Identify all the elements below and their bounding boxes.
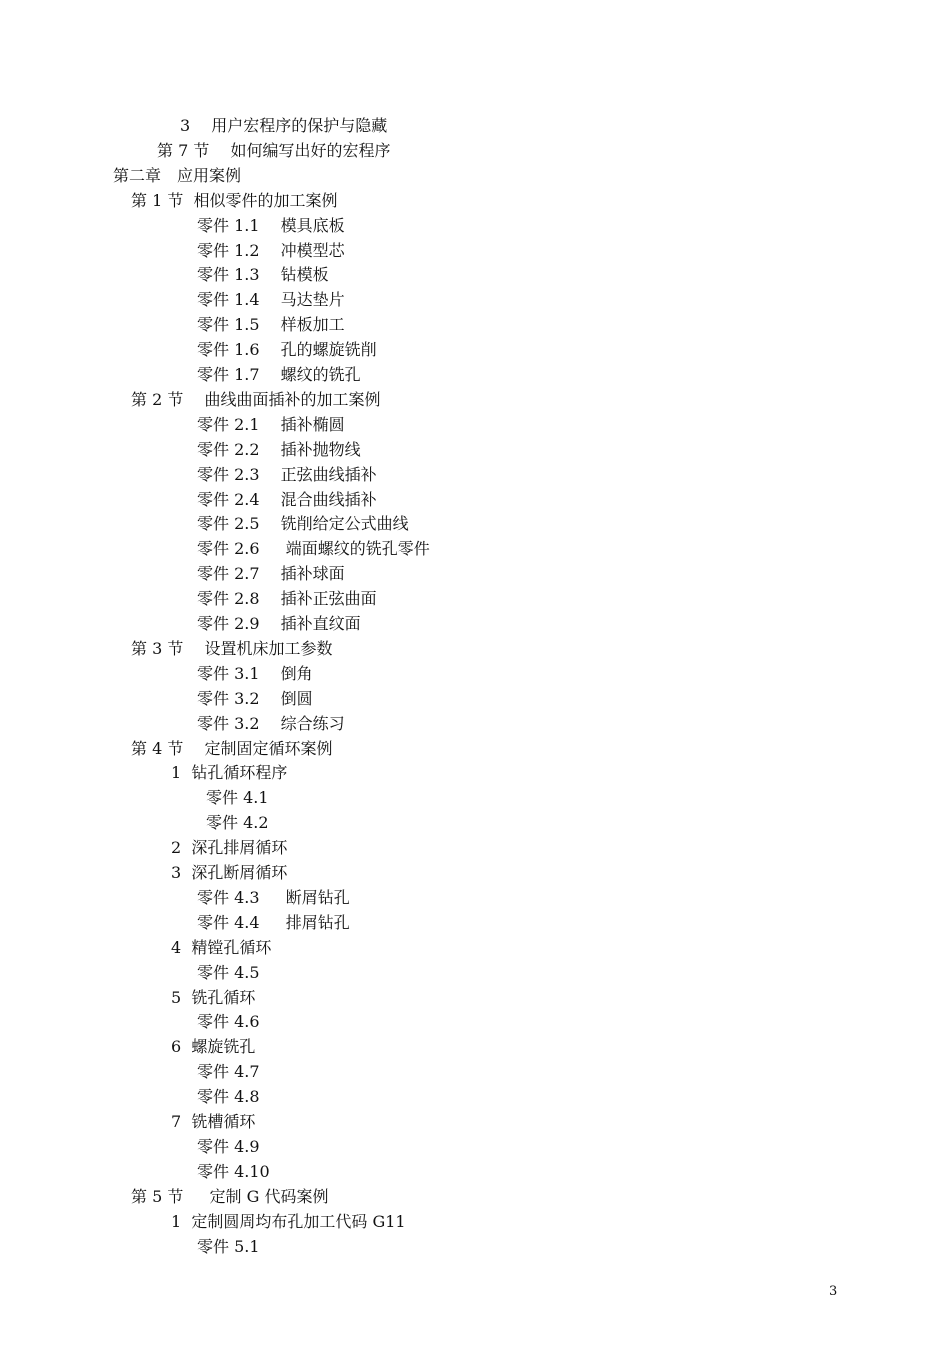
toc-entry: 零件 2.9 插补直纹面 [197,614,361,633]
toc-entry: 5 铣孔循环 [171,987,256,1007]
toc-entry: 零件 4.5 [197,962,260,982]
toc-entry: 第 5 节 定制 G 代码案例 [131,1186,329,1206]
toc-entry: 6 螺旋铣孔 [171,1037,256,1057]
toc-entry: 零件 4.9 [197,1136,260,1156]
toc-entry: 零件 4.2 [206,813,269,833]
toc-entry: 零件 1.2 冲模型芯 [197,240,345,260]
toc-entry: 零件 1.5 样板加工 [197,315,345,335]
toc-entry: 零件 2.6 端面螺纹的铣孔零件 [197,539,430,559]
toc-entry: 7 铣槽循环 [171,1112,256,1131]
toc-entry: 零件 4.10 [197,1161,270,1181]
toc-entry: 零件 1.6 孔的螺旋铣削 [197,340,377,360]
toc-entry: 零件 4.4 排屑钻孔 [197,912,350,932]
toc-entry: 2 深孔排屑循环 [171,838,288,858]
toc-entry: 第 7 节 如何编写出好的宏程序 [157,140,391,160]
toc-entry: 第 3 节 设置机床加工参数 [131,638,333,658]
toc-entry: 第 4 节 定制固定循环案例 [131,738,333,758]
toc-entry: 零件 2.7 插补球面 [197,564,345,584]
toc-entry: 零件 1.4 马达垫片 [197,290,345,310]
toc-entry: 零件 4.8 [197,1087,260,1107]
toc-entry: 零件 3.2 倒圆 [197,688,313,708]
toc-entry: 零件 5.1 [197,1236,260,1256]
toc-entry: 1 定制圆周均布孔加工代码 G11 [171,1211,406,1231]
toc-entry: 零件 2.3 正弦曲线插补 [197,464,377,484]
toc-entry: 零件 4.6 [197,1012,260,1032]
toc-entry: 第二章 应用案例 [113,165,242,185]
toc-entry: 零件 1.3 钻模板 [197,265,329,285]
toc-entry: 第 2 节 曲线曲面插补的加工案例 [131,389,381,409]
toc-entry: 零件 4.3 断屑钻孔 [197,887,350,907]
toc-entry: 零件 4.1 [206,788,269,808]
toc-entry: 3 用户宏程序的保护与隐藏 [180,116,388,135]
toc-entry: 零件 2.4 混合曲线插补 [197,489,377,509]
toc-entry: 3 深孔断屑循环 [171,863,288,882]
toc-entry: 零件 2.8 插补正弦曲面 [197,589,377,609]
toc-entry: 1 钻孔循环程序 [171,763,288,783]
toc-entry: 零件 4.7 [197,1062,260,1082]
toc-entry: 零件 2.1 插补椭圆 [197,414,345,434]
toc-entry: 零件 3.2 综合练习 [197,713,345,733]
toc-entry: 零件 1.7 螺纹的铣孔 [197,365,361,384]
toc-entry: 第 1 节 相似零件的加工案例 [131,190,338,210]
toc-entry: 零件 2.5 铣削给定公式曲线 [197,514,409,534]
toc-entry: 零件 2.2 插补抛物线 [197,439,361,459]
toc-entry: 4 精镗孔循环 [171,937,272,957]
toc-entry: 零件 3.1 倒角 [197,663,313,683]
toc-entry: 零件 1.1 模具底板 [197,215,345,235]
page-number: 3 [829,1284,838,1299]
